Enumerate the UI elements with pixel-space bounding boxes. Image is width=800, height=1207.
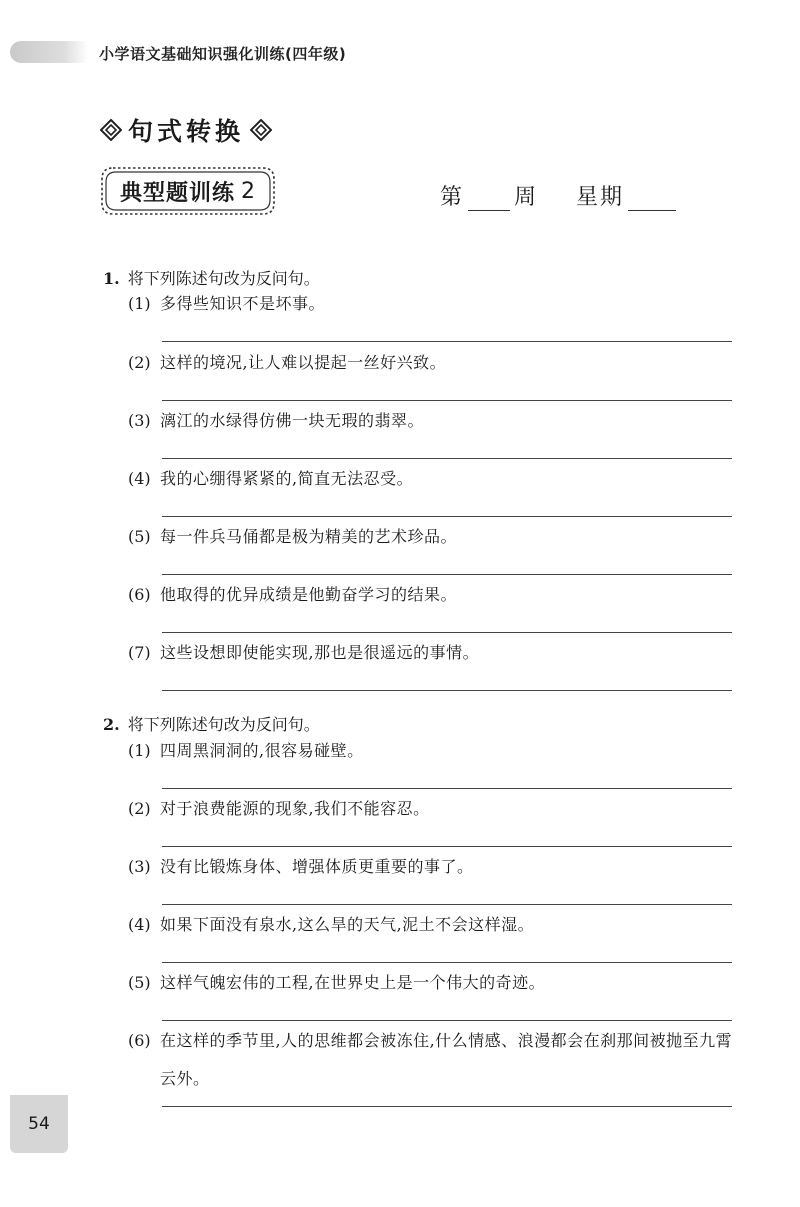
- badge-number: 2: [241, 178, 256, 204]
- training-badge: [99, 165, 277, 217]
- answer-line[interactable]: [162, 1020, 732, 1021]
- question-prompt: 将下列陈述句改为反问句。: [127, 715, 320, 734]
- question-item: (2) 这样的境况,让人难以提起一丝好兴致。: [128, 353, 447, 372]
- question-item: (5) 这样气魄宏伟的工程,在世界史上是一个伟大的奇迹。: [128, 973, 546, 992]
- question-item: (6) 在这样的季节里,人的思维都会被冻住,什么情感、浪漫都会在刹那间被抛至九霄云外。: [128, 1031, 733, 1088]
- answer-line[interactable]: [162, 400, 732, 401]
- header-tab: [10, 41, 88, 63]
- week-blank[interactable]: [468, 180, 510, 211]
- question-1-heading: [103, 266, 320, 289]
- badge-label: 典型题训练: [119, 180, 235, 206]
- week-prefix: 第: [440, 185, 465, 210]
- diamond-icon: [250, 119, 272, 141]
- section-title-text: 句式转换: [128, 117, 245, 146]
- answer-line[interactable]: [162, 574, 732, 575]
- answer-line[interactable]: [162, 632, 732, 633]
- answer-line[interactable]: [162, 904, 732, 905]
- question-item: (6) 他取得的优异成绩是他勤奋学习的结果。: [128, 585, 458, 604]
- section-title: [100, 112, 272, 148]
- week-suffix: 周: [514, 185, 539, 210]
- question-item: (4) 如果下面没有泉水,这么旱的天气,泥土不会这样湿。: [128, 915, 535, 934]
- question-item: (7) 这些设想即使能实现,那也是很遥远的事情。: [128, 643, 480, 662]
- question-item: (5) 每一件兵马俑都是极为精美的艺术珍品。: [128, 527, 458, 546]
- question-item: (3) 漓江的水绿得仿佛一块无瑕的翡翠。: [128, 411, 425, 430]
- page-number: 54: [28, 1114, 50, 1134]
- question-number: 2.: [103, 715, 120, 734]
- diamond-icon: [100, 119, 122, 141]
- question-prompt: 将下列陈述句改为反问句。: [127, 269, 320, 288]
- answer-line[interactable]: [162, 788, 732, 789]
- answer-line[interactable]: [162, 341, 732, 342]
- answer-line[interactable]: [162, 458, 732, 459]
- question-number: 1.: [103, 269, 120, 288]
- answer-line[interactable]: [162, 962, 732, 963]
- answer-line[interactable]: [162, 846, 732, 847]
- weekday-blank[interactable]: [628, 180, 676, 211]
- question-item: (3) 没有比锻炼身体、增强体质更重要的事了。: [128, 857, 474, 876]
- question-item: (4) 我的心绷得紧紧的,简直无法忍受。: [128, 469, 414, 488]
- question-item: (2) 对于浪费能源的现象,我们不能容忍。: [128, 799, 430, 818]
- answer-line[interactable]: [162, 690, 732, 691]
- question-2-heading: [103, 712, 320, 735]
- schedule-line: [440, 175, 680, 211]
- weekday-label: 星期: [576, 185, 625, 210]
- answer-line[interactable]: [162, 1106, 732, 1107]
- question-item: (1) 四周黑洞洞的,很容易碰壁。: [128, 741, 364, 760]
- question-item: (1) 多得些知识不是坏事。: [128, 294, 326, 313]
- book-title: 小学语文基础知识强化训练(四年级): [99, 45, 347, 63]
- answer-line[interactable]: [162, 516, 732, 517]
